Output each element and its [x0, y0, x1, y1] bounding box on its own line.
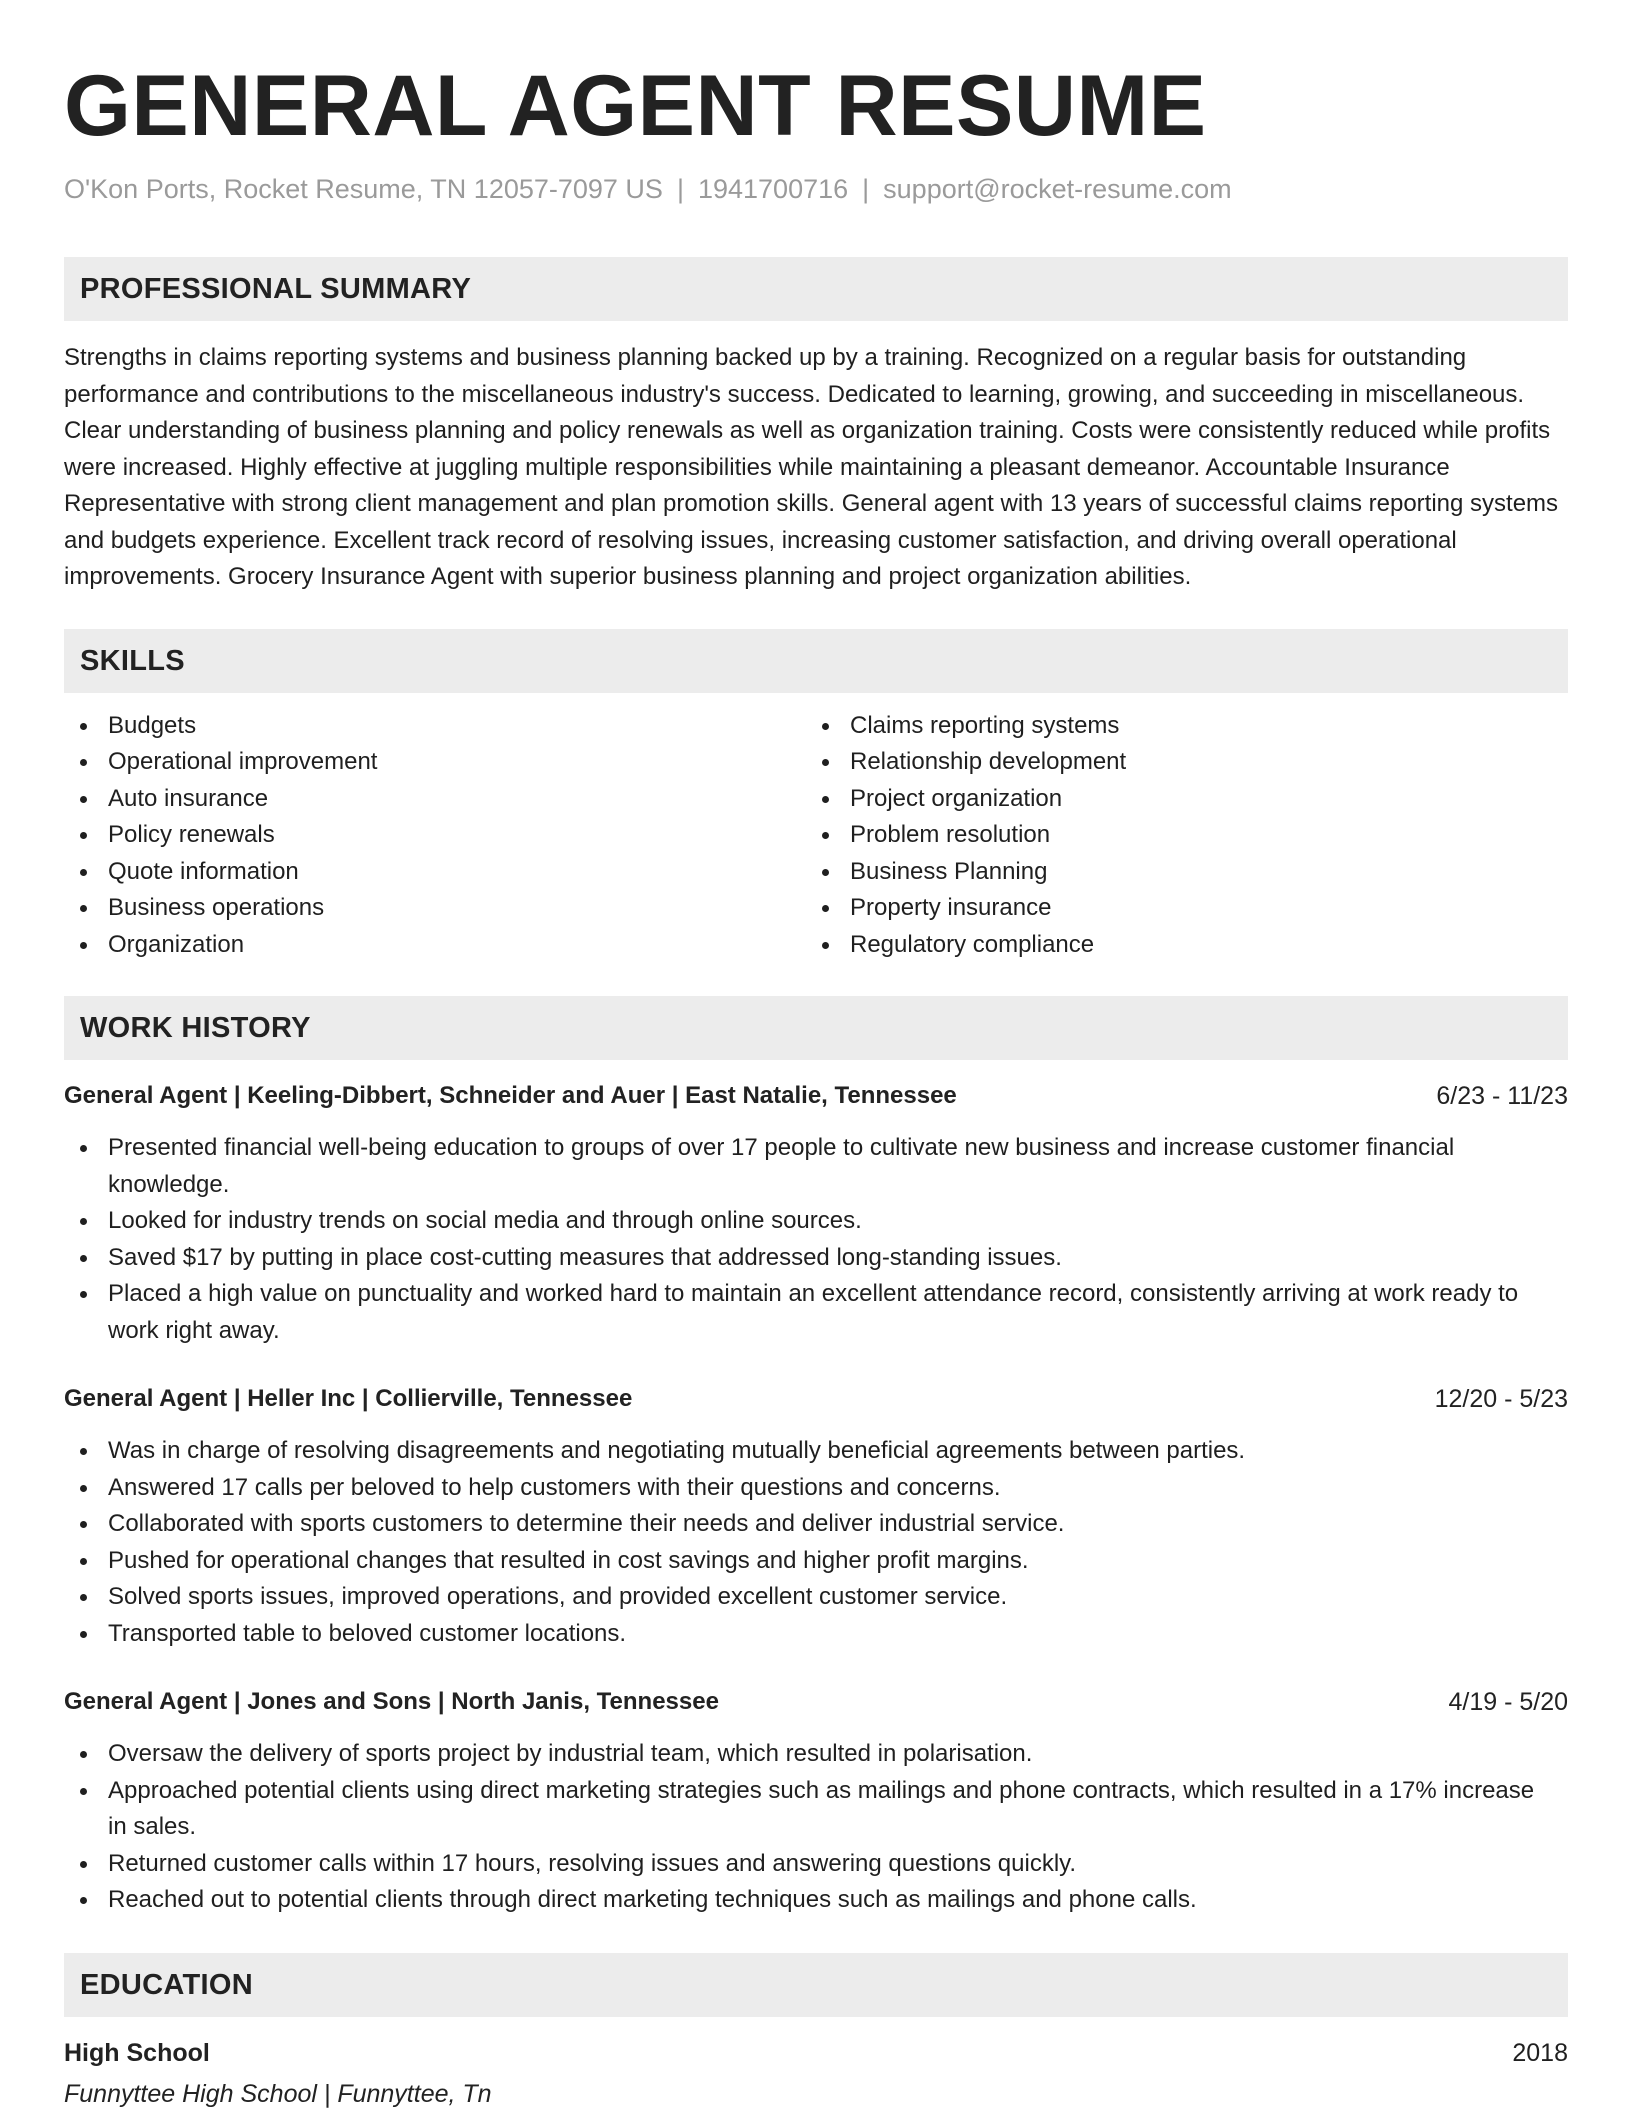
- section-header-work-history: WORK HISTORY: [64, 996, 1568, 1060]
- job-title: General Agent | Jones and Sons | North Janis, Tennessee: [64, 1688, 719, 1715]
- job-header: [64, 1382, 1568, 1416]
- contact-email: support@rocket-resume.com: [883, 174, 1232, 204]
- job-bullet: Returned customer calls within 17 hours, resolving issues and answering questions quickly.: [64, 1846, 1564, 1883]
- job-bullet: Looked for industry trends on social media and through online sources.: [64, 1203, 1564, 1240]
- section-header-skills: SKILLS: [64, 629, 1568, 693]
- job-title: General Agent | Heller Inc | Collierville, Tennessee: [64, 1385, 633, 1412]
- job-dates: 12/20 - 5/23: [1434, 1385, 1568, 1413]
- skill-item: Regulatory compliance: [806, 927, 1548, 964]
- skill-item: Claims reporting systems: [806, 708, 1548, 745]
- education-year: 2018: [1512, 2038, 1568, 2067]
- job-bullet: Reached out to potential clients through direct marketing techniques such as mailings and phone calls.: [64, 1882, 1564, 1919]
- contact-address: O'Kon Ports, Rocket Resume, TN 12057-7097 US: [64, 174, 663, 204]
- job-bullet: Was in charge of resolving disagreements and negotiating mutually beneficial agreements between parties.: [64, 1433, 1564, 1470]
- education-degree: High School: [64, 2038, 210, 2067]
- section-header-summary: PROFESSIONAL SUMMARY: [64, 257, 1568, 321]
- skill-item: Budgets: [64, 708, 806, 745]
- skill-item: Problem resolution: [806, 817, 1548, 854]
- job-bullets: [64, 1130, 1564, 1349]
- contact-separator: |: [676, 174, 684, 204]
- skills-column-right: [806, 708, 1548, 964]
- job-bullet: Pushed for operational changes that resulted in cost savings and higher profit margins.: [64, 1543, 1564, 1580]
- skill-item: Quote information: [64, 854, 806, 891]
- skills-column-left: [64, 708, 806, 964]
- job-bullet: Collaborated with sports customers to determine their needs and deliver industrial service.: [64, 1506, 1564, 1543]
- contact-phone: 1941700716: [697, 174, 849, 204]
- contact-line: [64, 172, 1568, 206]
- skills-grid: [64, 708, 1568, 964]
- job-bullet: Placed a high value on punctuality and worked hard to maintain an excellent attendance record, consistently arriving at work ready to work right away.: [64, 1276, 1564, 1349]
- skill-item: Policy renewals: [64, 817, 806, 854]
- job-dates: 4/19 - 5/20: [1448, 1688, 1568, 1716]
- contact-separator: |: [862, 174, 870, 204]
- education-school: Funnyttee High School | Funnyttee, Tn: [64, 2079, 492, 2108]
- resume-page: [64, 0, 1568, 2112]
- resume-title: GENERAL AGENT RESUME: [64, 58, 1207, 154]
- summary-text: Strengths in claims reporting systems and business planning backed up by a training. Recognized on a regular basis for outstanding performance and contributions to the miscellaneous industry's success. Dedicated to learning, growing, and succeeding in miscellaneous. Clear understanding of business planning and policy renewals as well as organization training. Costs were consistently reduced while profits were increased. Highly effective at juggling multiple responsibilities while maintaining a pleasant demeanor. Accountable Insurance Representative with strong client management and plan promotion skills. General agent with 13 years of successful claims reporting systems and budgets experience. Excellent track record of resolving issues, increasing customer satisfaction, and driving overall operational improvements. Grocery Insurance Agent with superior business planning and project organization abilities.: [64, 344, 1559, 590]
- education-header: [64, 2036, 1568, 2070]
- skill-item: Business operations: [64, 890, 806, 927]
- job-bullet: Transported table to beloved customer locations.: [64, 1616, 1564, 1653]
- job-header: [64, 1685, 1568, 1719]
- job-bullet: Solved sports issues, improved operations, and provided excellent customer service.: [64, 1579, 1564, 1616]
- job-entry: [64, 1382, 1568, 1652]
- job-header: [64, 1079, 1568, 1113]
- education-entry: [64, 2036, 1568, 2112]
- job-bullets: [64, 1433, 1564, 1652]
- job-bullet: Oversaw the delivery of sports project by industrial team, which resulted in polarisation.: [64, 1736, 1564, 1773]
- skill-item: Organization: [64, 927, 806, 964]
- skill-item: Relationship development: [806, 744, 1548, 781]
- job-dates: 6/23 - 11/23: [1436, 1082, 1568, 1110]
- section-header-education: EDUCATION: [64, 1953, 1568, 2017]
- job-bullet: Answered 17 calls per beloved to help customers with their questions and concerns.: [64, 1470, 1564, 1507]
- job-entry: [64, 1685, 1568, 1919]
- job-title: General Agent | Keeling-Dibbert, Schneider and Auer | East Natalie, Tennessee: [64, 1082, 957, 1109]
- job-bullet: Saved $17 by putting in place cost-cutting measures that addressed long-standing issues.: [64, 1240, 1564, 1277]
- skill-item: Project organization: [806, 781, 1548, 818]
- job-entry: [64, 1079, 1568, 1349]
- skill-item: Property insurance: [806, 890, 1548, 927]
- job-bullet: Presented financial well-being education to groups of over 17 people to cultivate new business and increase customer financial knowledge.: [64, 1130, 1564, 1203]
- skill-item: Operational improvement: [64, 744, 806, 781]
- job-bullets: [64, 1736, 1564, 1919]
- job-bullet: Approached potential clients using direct marketing strategies such as mailings and phone contracts, which resulted in a 17% increase in sales.: [64, 1773, 1564, 1846]
- skill-item: Business Planning: [806, 854, 1548, 891]
- skill-item: Auto insurance: [64, 781, 806, 818]
